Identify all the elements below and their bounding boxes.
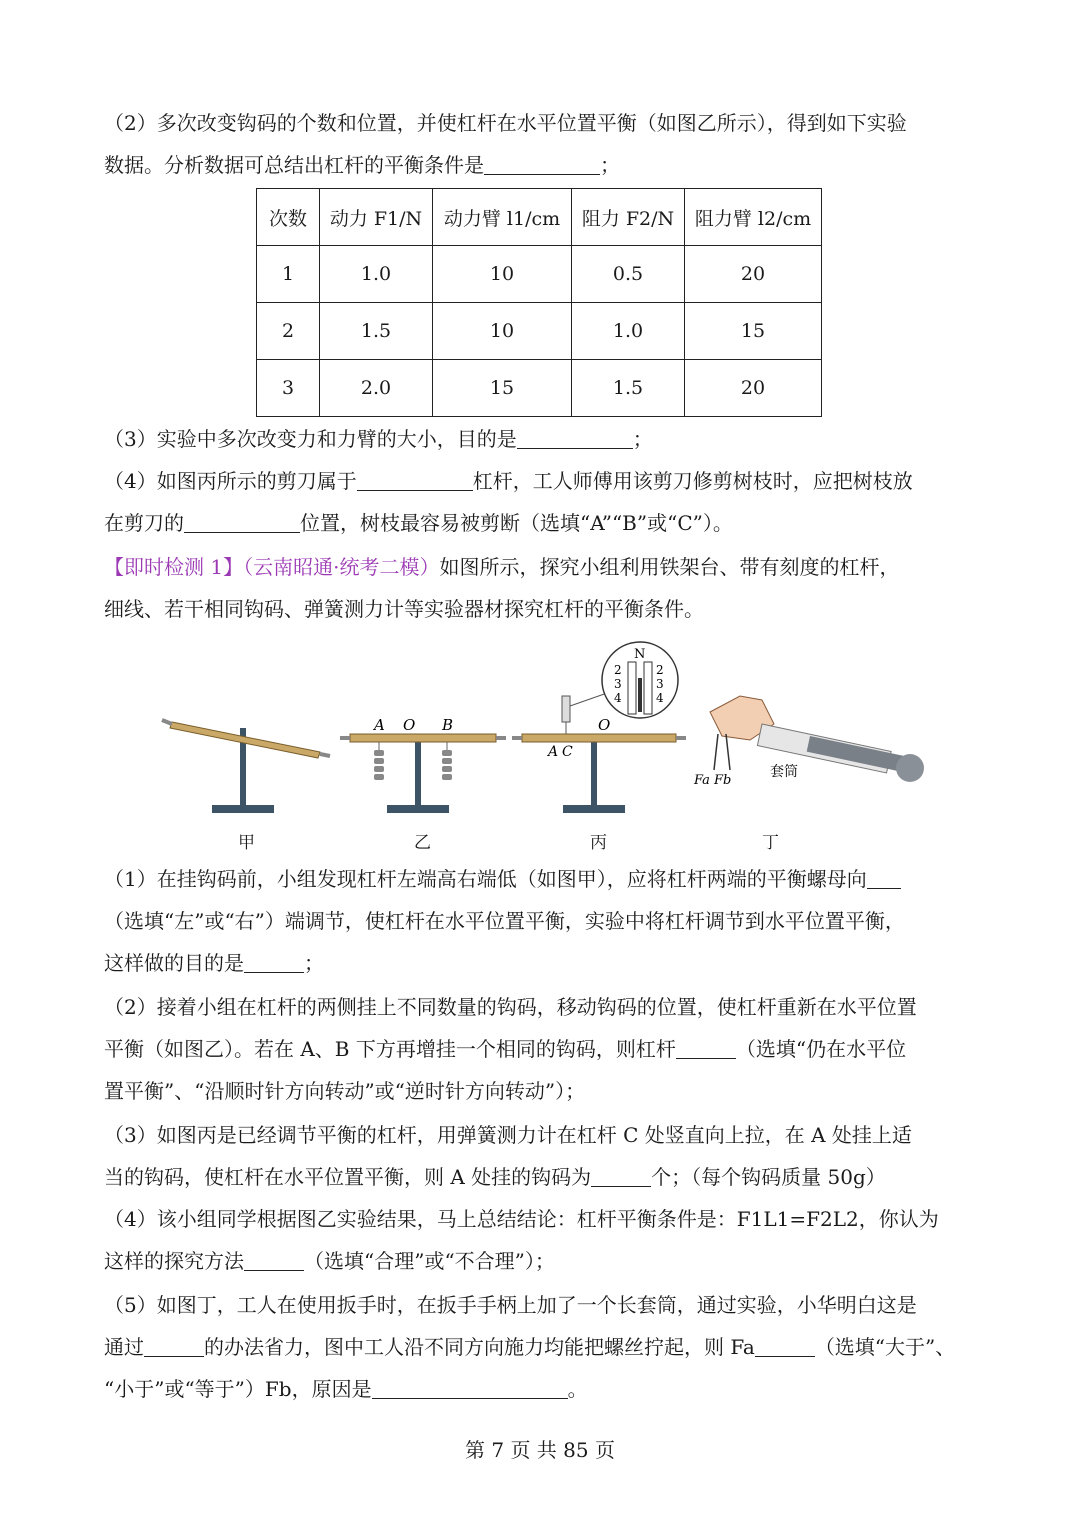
header-cell: 阻力 F2/N xyxy=(572,189,685,246)
check-text: 如图所示，探究小组利用铁架台、带有刻度的杠杆， xyxy=(439,555,900,579)
scale-tick: 3 xyxy=(614,677,622,691)
answer-blank[interactable] xyxy=(755,1336,815,1357)
table-cell: 1 xyxy=(257,246,320,303)
p4-text-2: （选填“合理”或“不合理”）； xyxy=(304,1249,555,1273)
table-row xyxy=(257,246,822,303)
lever-stand-jia xyxy=(162,720,330,813)
table-row xyxy=(257,303,822,360)
p5-line-2 xyxy=(104,1332,955,1362)
answer-blank[interactable] xyxy=(184,512,300,533)
table-cell: 1.0 xyxy=(572,303,685,360)
answer-blank[interactable] xyxy=(591,1166,651,1187)
p5-end: 。 xyxy=(567,1377,588,1401)
p4-text: 这样的探究方法 xyxy=(104,1249,244,1273)
p2-line-1: （2）接着小组在杠杆的两侧挂上不同数量的钩码，移动钩码的位置，使杠杆重新在水平位置 xyxy=(104,995,917,1019)
p4-line-1: （4）该小组同学根据图乙实验结果，马上总结结论：杠杆平衡条件是：F1L1=F2L2，你认为 xyxy=(104,1207,939,1231)
answer-blank[interactable] xyxy=(244,952,304,973)
check-line-2: 细线、若干相同钩码、弹簧测力计等实验器材探究杠杆的平衡条件。 xyxy=(104,597,704,621)
force-a-label: Fa xyxy=(694,773,710,788)
fig-label-jia: 甲 xyxy=(238,833,255,853)
p5-text-4: “小于”或“等于”）Fb，原因是 xyxy=(104,1377,372,1401)
q3-end: ； xyxy=(632,427,653,451)
table-cell: 1.5 xyxy=(572,360,685,417)
table-cell: 20 xyxy=(685,246,822,303)
table-cell: 20 xyxy=(685,360,822,417)
lever-figure xyxy=(150,640,940,820)
p1-text-3: 这样做的目的是 xyxy=(104,951,244,975)
p1-end: ； xyxy=(304,951,324,975)
q4-line-1 xyxy=(104,466,913,496)
q4-line-2 xyxy=(104,508,733,538)
p5-text-3: （选填“大于”、 xyxy=(814,1335,956,1359)
scale-tick: 4 xyxy=(614,691,622,705)
scale-unit: N xyxy=(634,647,646,662)
p1-line-3 xyxy=(104,948,324,978)
p4-line-2 xyxy=(104,1246,555,1276)
label-O: O xyxy=(598,716,611,734)
page-footer: 第 7 页 共 85 页 xyxy=(465,1438,615,1462)
tube-label: 套筒 xyxy=(770,764,798,780)
label-B: B xyxy=(442,716,454,734)
fig-label-bing: 丙 xyxy=(590,833,607,853)
q2-text: 数据。分析数据可总结出杠杆的平衡条件是 xyxy=(104,153,484,177)
table-cell: 3 xyxy=(257,360,320,417)
fig-label-yi: 乙 xyxy=(414,833,431,853)
table-cell: 10 xyxy=(433,303,572,360)
table-cell: 15 xyxy=(685,303,822,360)
label-A: A xyxy=(548,744,559,760)
table-cell: 0.5 xyxy=(572,246,685,303)
lever-stand-yi xyxy=(340,716,506,813)
label-C: C xyxy=(562,744,573,760)
p1-line-2: （选填“左”或“右”）端调节，使杠杆在水平位置平衡，实验中将杠杆调节到水平位置平衡， xyxy=(104,909,905,933)
header-cell: 阻力臂 l2/cm xyxy=(685,189,822,246)
table-cell: 2 xyxy=(257,303,320,360)
p3-text: 当的钩码，使杠杆在水平位置平衡，则 A 处挂的钩码为 xyxy=(104,1165,592,1189)
answer-blank[interactable] xyxy=(676,1038,736,1059)
wrench-figure xyxy=(693,696,924,788)
lever-stand-bing xyxy=(512,642,686,813)
table-cell: 1.5 xyxy=(320,303,433,360)
p5-line-1: （5）如图丁，工人在使用扳手时，在扳手手柄上加了一个长套筒，通过实验，小华明白这是 xyxy=(104,1293,917,1317)
p3-line-1: （3）如图丙是已经调节平衡的杠杆，用弹簧测力计在杠杆 C 处竖直向上拉，在 A 处挂上适 xyxy=(104,1123,912,1147)
table-cell: 10 xyxy=(433,246,572,303)
answer-blank[interactable] xyxy=(372,1378,568,1399)
q2-line-2 xyxy=(104,150,620,180)
answer-blank[interactable] xyxy=(484,154,600,175)
q3-line xyxy=(104,424,653,454)
p3-line-2 xyxy=(104,1162,886,1192)
label-O: O xyxy=(403,716,416,734)
answer-blank[interactable] xyxy=(357,470,473,491)
answer-blank[interactable] xyxy=(517,428,633,449)
answer-blank[interactable] xyxy=(144,1336,204,1357)
p5-line-3 xyxy=(104,1374,588,1404)
answer-blank[interactable] xyxy=(244,1250,304,1271)
q4-text-2: 杠杆，工人师傅用该剪刀修剪树枝时，应把树枝放 xyxy=(472,469,913,493)
p3-text-2: 个；（每个钩码质量 50g） xyxy=(651,1165,886,1189)
p5-text-2: 的办法省力，图中工人沿不同方向施力均能把螺丝拧起，则 Fa xyxy=(204,1335,755,1359)
q2-line-1: （2）多次改变钩码的个数和位置，并使杠杆在水平位置平衡（如图乙所示），得到如下实验 xyxy=(104,111,907,135)
p2-line-2 xyxy=(104,1034,906,1064)
p5-text: 通过 xyxy=(104,1335,144,1359)
scale-tick: 4 xyxy=(656,691,664,705)
scale-tick: 2 xyxy=(656,663,664,677)
force-b-label: Fb xyxy=(714,773,732,788)
q4-text-3: 在剪刀的 xyxy=(104,511,184,535)
p2-line-3: 置平衡”、“沿顺时针方向转动”或“逆时针方向转动”）； xyxy=(104,1079,586,1103)
p2-text: 平衡（如图乙）。若在 A、B 下方再增挂一个相同的钩码，则杠杆 xyxy=(104,1037,676,1061)
header-cell: 动力 F1/N xyxy=(320,189,433,246)
p2-text-2: （选填“仍在水平位 xyxy=(735,1037,907,1061)
label-A: A xyxy=(374,716,385,734)
table-header-row xyxy=(257,189,822,246)
p1-text: （1）在挂钩码前，小组发现杠杆左端高右端低（如图甲），应将杠杆两端的平衡螺母向 xyxy=(104,867,867,891)
table-cell: 2.0 xyxy=(320,360,433,417)
q2-end: ； xyxy=(600,153,620,177)
p1-line-1 xyxy=(104,864,901,894)
q3-text: （3）实验中多次改变力和力臂的大小，目的是 xyxy=(104,427,517,451)
check-line-1 xyxy=(104,552,899,582)
header-cell: 动力臂 l1/cm xyxy=(433,189,572,246)
header-cell: 次数 xyxy=(257,189,320,246)
answer-blank[interactable] xyxy=(867,868,901,889)
check-title: 【即时检测 1】（云南昭通·统考二模） xyxy=(104,555,440,579)
table-cell: 1.0 xyxy=(320,246,433,303)
q4-text-4: 位置，树枝最容易被剪断（选填“A”“B”或“C”）。 xyxy=(300,511,733,535)
q4-text: （4）如图丙所示的剪刀属于 xyxy=(104,469,357,493)
fig-label-ding: 丁 xyxy=(762,833,779,853)
table-row xyxy=(257,360,822,417)
table-cell: 15 xyxy=(433,360,572,417)
scale-tick: 2 xyxy=(614,663,622,677)
data-table xyxy=(256,188,822,417)
scale-tick: 3 xyxy=(656,677,664,691)
